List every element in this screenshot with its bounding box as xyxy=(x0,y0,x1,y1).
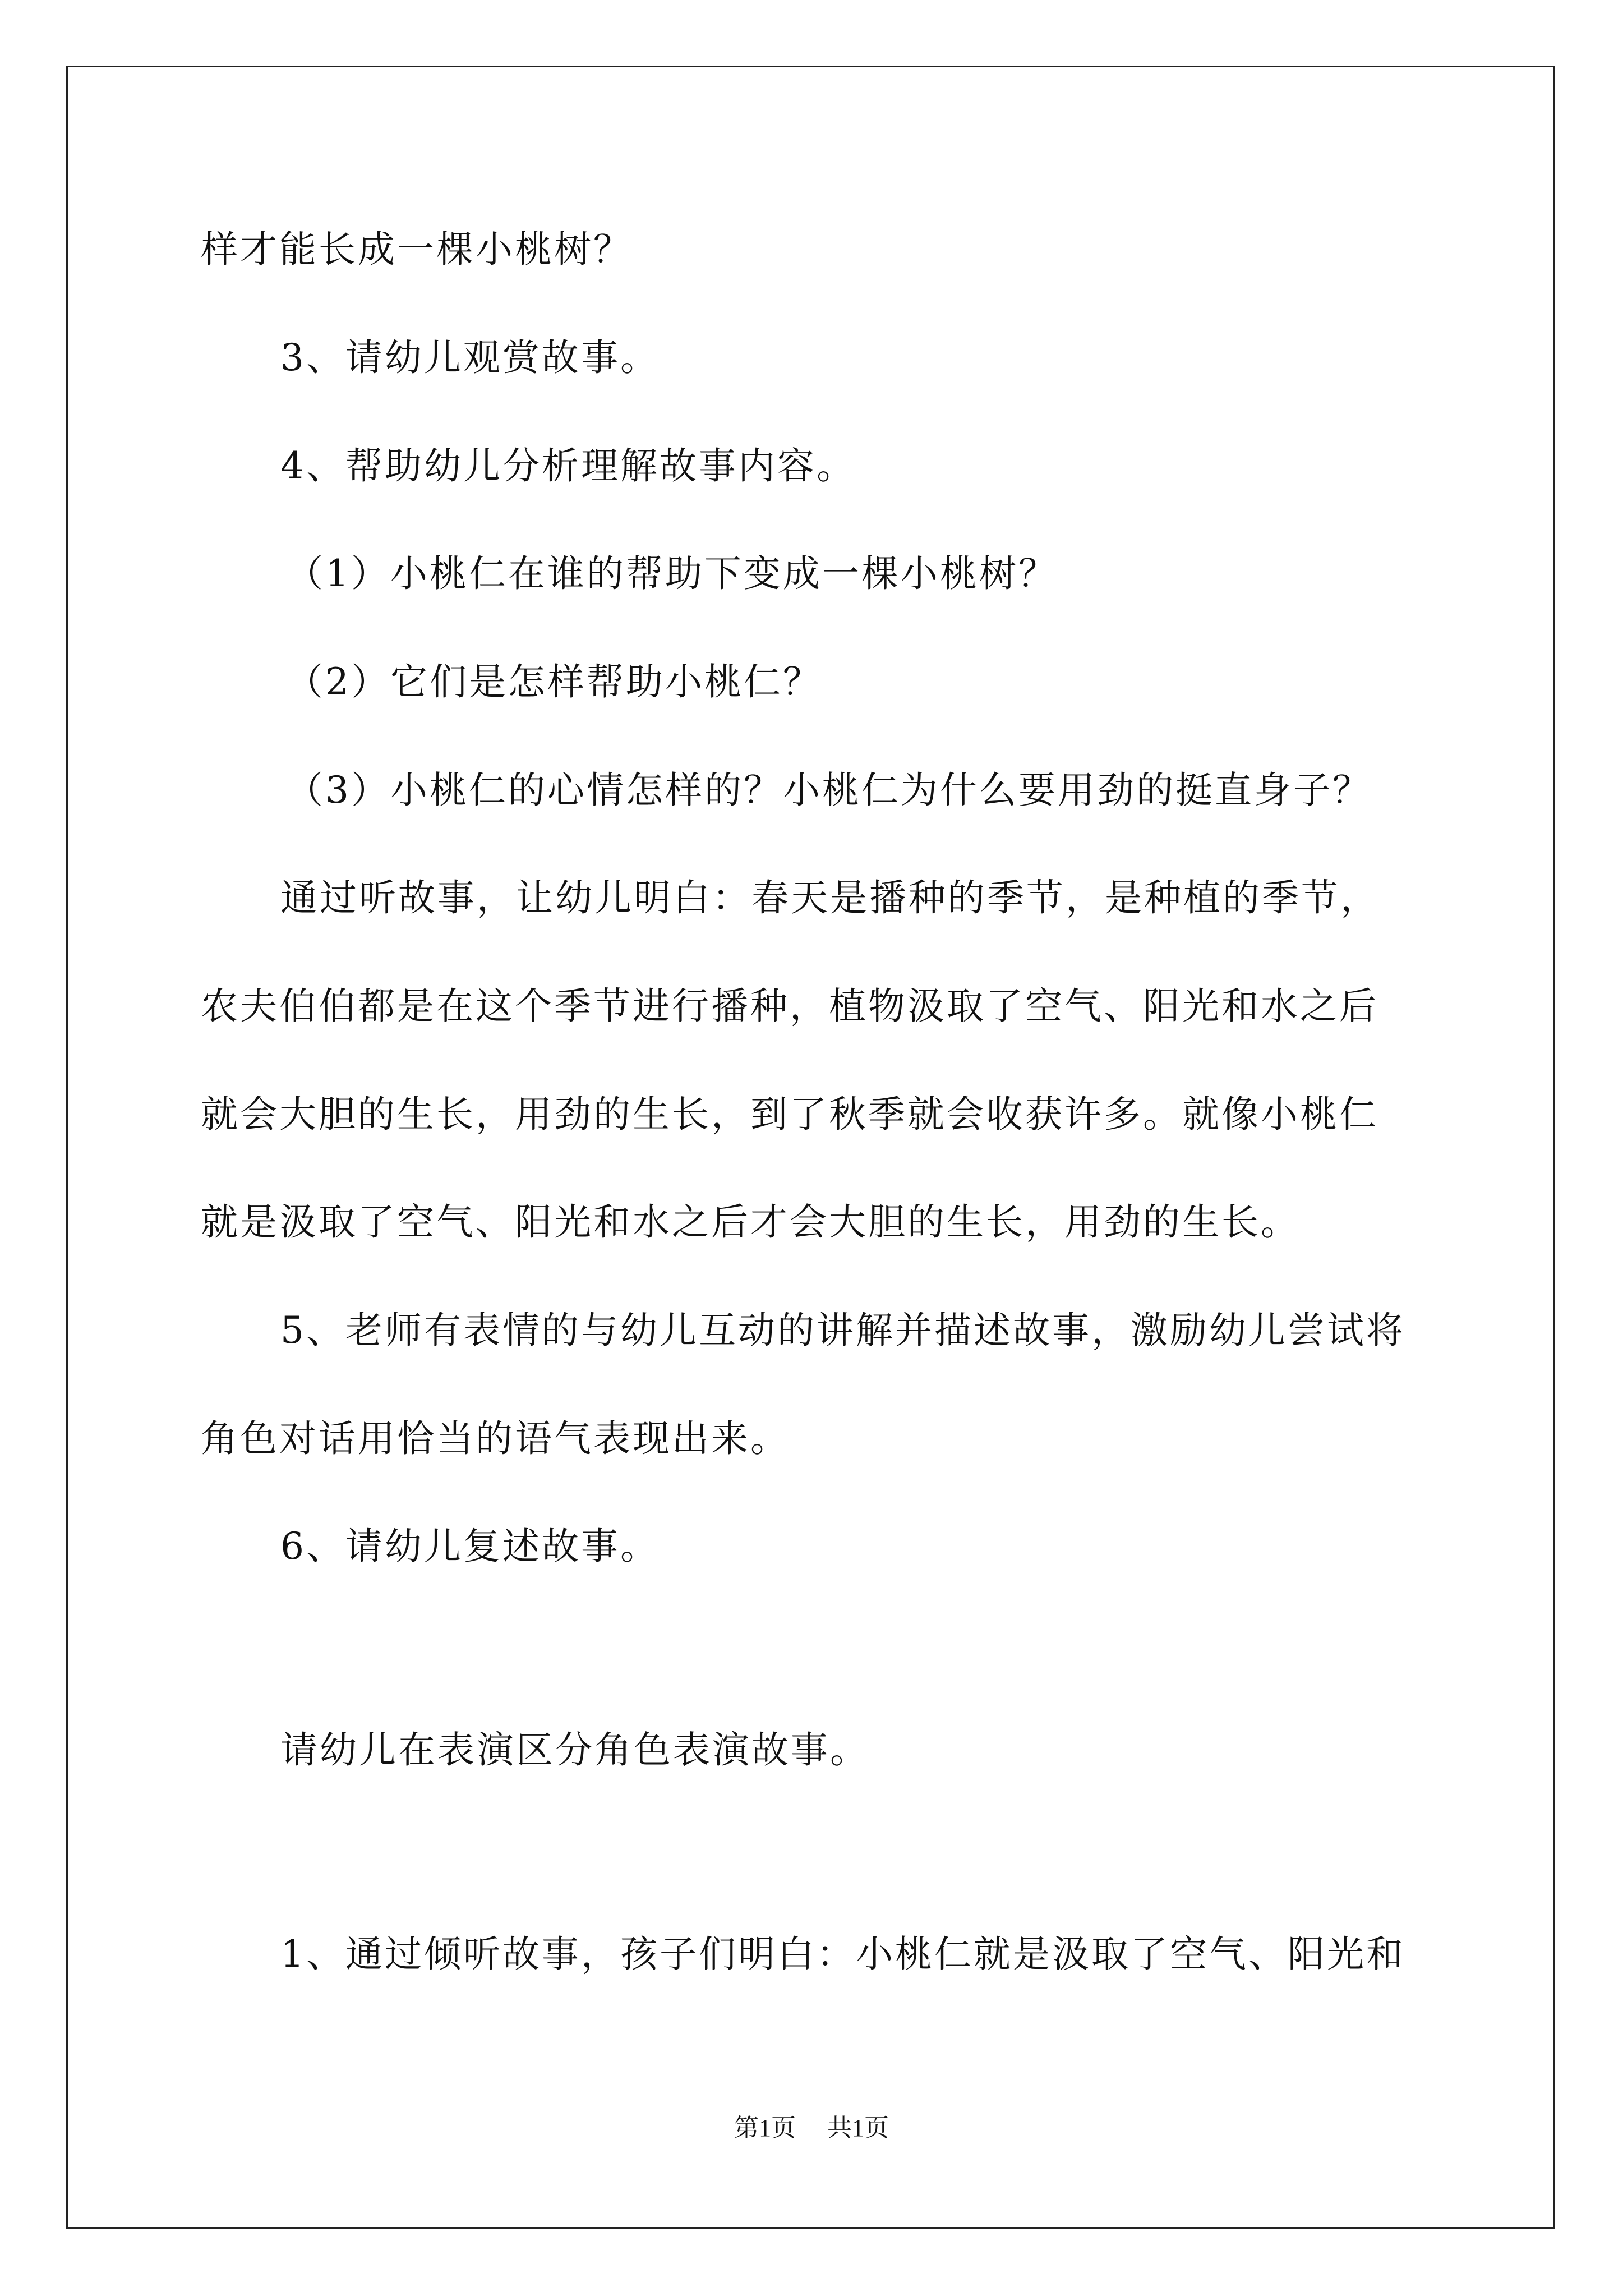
text-line: （1）小桃仁在谁的帮助下变成一棵小桃树？ xyxy=(286,552,1058,595)
text-line: （3）小桃仁的心情怎样的？小桃仁为什么要用劲的挺直身子？ xyxy=(286,769,1372,812)
text-line: 1、通过倾听故事，孩子们明白：小桃仁就是汲取了空气、阳光和 xyxy=(280,1932,1405,1976)
text-line: 就是汲取了空气、阳光和水之后才会大胆的生长，用劲的生长。 xyxy=(201,1200,1300,1244)
page-number: 第1页 xyxy=(734,2114,796,2142)
text-line: 农夫伯伯都是在这个季节进行播种，植物汲取了空气、阳光和水之后 xyxy=(201,984,1378,1028)
page-total: 共1页 xyxy=(827,2114,889,2142)
text-line: 3、请幼儿观赏故事。 xyxy=(280,336,660,379)
text-line: 4、帮助幼儿分析理解故事内容。 xyxy=(280,444,856,487)
text-line: 请幼儿在表演区分角色表演故事。 xyxy=(280,1728,869,1772)
text-line: （2）它们是怎样帮助小桃仁？ xyxy=(286,660,822,703)
page-footer xyxy=(0,2116,1623,2141)
text-line: 角色对话用恰当的语气表现出来。 xyxy=(201,1417,790,1460)
text-line: 通过听故事，让幼儿明白：春天是播种的季节，是种植的季节， xyxy=(280,876,1380,919)
text-line: 6、请幼儿复述故事。 xyxy=(280,1525,660,1568)
page-border xyxy=(66,66,1555,2229)
text-line: 就会大胆的生长，用劲的生长，到了秋季就会收获许多。就像小桃仁 xyxy=(201,1093,1378,1136)
text-line: 样才能长成一棵小桃树？ xyxy=(201,228,633,271)
text-line: 5、老师有表情的与幼儿互动的讲解并描述故事，激励幼儿尝试将 xyxy=(280,1309,1405,1352)
